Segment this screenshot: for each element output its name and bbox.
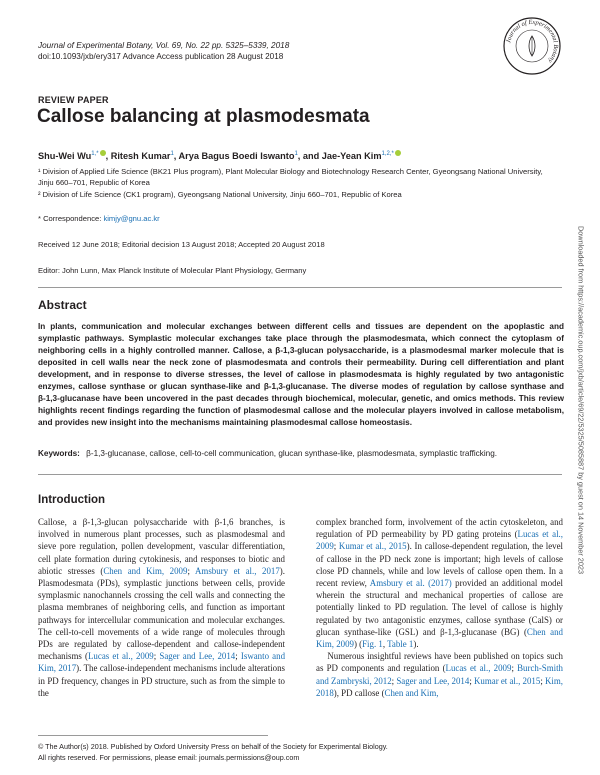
author-name[interactable]: Shu-Wei Wu xyxy=(38,151,92,161)
body-text: ). In callose-dependent regulation, the level of callose in the PD neck zone is important; high levels of callose close PD channels, while and low levels of callose open them. In a recent review, xyxy=(316,541,566,589)
introduction-right-column xyxy=(316,516,566,699)
author-affiliation-marker: 1,2,* xyxy=(381,151,394,157)
journal-logo-icon xyxy=(500,14,564,78)
body-text: Callose, a β-1,3-glucan polysaccharide with β-1,6 branches, is involved in numerous plant processes, such as plasmodesmal and sieve pore regulation, pollen development, vascular differentiation, cell plate formation during cytokinesis, and responses to biotic and abiotic stresses ( xyxy=(38,517,288,576)
body-text: ; xyxy=(540,675,545,686)
reference-link[interactable]: Fig. 1 xyxy=(362,639,383,650)
doi-line: doi:10.1093/jxb/ery317 Advance Access publication 28 August 2018 xyxy=(38,52,284,61)
body-text: ), PD callose ( xyxy=(333,687,385,698)
divider xyxy=(38,287,562,288)
orcid-icon[interactable] xyxy=(395,150,401,156)
author-name[interactable]: Arya Bagus Boedi Iswanto xyxy=(178,151,295,161)
affiliation-1: ¹ Division of Applied Life Science (BK21 Plus program), Plant Molecular Biology and Biotechnology Research Center, Gyeongsang National University, Jinju 660–701, Republic of Korea xyxy=(38,167,543,187)
body-text: ; xyxy=(235,651,241,662)
author-affiliation-marker: 1 xyxy=(294,151,298,157)
reference-link[interactable]: Chen and Kim, 2009 xyxy=(316,626,563,650)
body-text: ; xyxy=(391,675,397,686)
body-text: ). Plasmodesmata (PDs), symplastic junctions between cells, provide symplasmic nanochannels crossing the cell walls and connecting the plasma membranes of neighboring cells, and function as important pathways for intercellular communication and molecular exchanges. The cell-to-cell movements of a wide range of molecules through PDs are regulated by callose-dependent and callose-independent mechanisms ( xyxy=(38,565,288,662)
body-text: ; xyxy=(153,651,160,662)
download-side-note xyxy=(572,185,590,615)
reference-link[interactable]: Amsbury et al. (2017) xyxy=(369,578,452,589)
body-text: complex branched form, involvement of the actin cytoskeleton, and regulation of PD permeability by PD gating proteins ( xyxy=(316,517,566,540)
author-name[interactable]: Ritesh Kumar xyxy=(110,151,171,161)
body-text: ; xyxy=(187,565,195,576)
abstract-text: In plants, communication and molecular exchanges between different cells and tissues are dependent on the apoplastic and symplastic pathways. Symplastic molecular exchanges take place through the plasmodesmata, which connect the cytoplasm of neighboring cells in a highly controlled manner. Callose, a β-1,3-glucan polysaccharide, is a plasmodesmal marker molecule that is deposited in cell walls near the neck zone of plasmodesmata and controls their permeability. During cell differentiation and plant development, and in response to diverse stresses, the level of callose in plasmodesmata is highly regulated by two antagonistic enzymes, callose synthase or glucan synthase-like and β-1,3-glucanase. The diverse modes of regulation by callose synthase and β-1,3-glucanase have been uncovered in the past decades through biochemical, molecular, genetic, and omics methods. This review highlights recent findings regarding the function of plasmodesmal callose and the molecular players involved in callose metabolism, and provides new insight into the mechanisms maintaining plasmodesmal callose homeostasis. xyxy=(38,322,564,428)
editor-line: Editor: John Lunn, Max Planck Institute of Molecular Plant Physiology, Germany xyxy=(38,266,307,275)
reference-link[interactable]: Kumar et al., 2015 xyxy=(338,541,407,552)
svg-text:Journal of Experimental Botany: Journal of Experimental Botany xyxy=(505,18,560,65)
correspondence-label: * Correspondence: xyxy=(38,214,102,223)
body-text: ; xyxy=(333,541,339,552)
body-text: ). Numerous insightful reviews have been published on topics such as PD components and regulation ( xyxy=(316,639,563,674)
author-name[interactable]: Jae-Yean Kim xyxy=(321,151,382,161)
correspondence-email-link[interactable]: kimjy@gnu.ac.kr xyxy=(103,214,160,223)
author-list: Shu-Wei $Wu^{1,*}$ , Ritesh Kumar$^1$, Arya Bagus Boedi Iswanto$^1$, and Jae-Yean Kim$^{1,2,*}$ xyxy=(38,150,401,161)
author-affiliation-marker: 1 xyxy=(170,151,174,157)
affiliation-2: ² Division of Life Science (CK1 program), Gyeongsang National University, Jinju 660–701, Republic of Korea xyxy=(38,190,402,199)
reference-link[interactable]: Lucas et al., 2009 xyxy=(88,651,154,662)
article-title: Callose balancing at plasmodesmata xyxy=(37,106,370,127)
reference-link[interactable]: Kim, 2018 xyxy=(316,675,563,698)
author-affiliation-marker: 1,* xyxy=(91,151,99,157)
keywords xyxy=(38,449,564,458)
keywords-text: β-1,3-glucanase, callose, cell-to-cell communication, glucan synthase-like, plasmodesmata, symplastic trafficking. xyxy=(86,449,498,458)
introduction-heading: Introduction xyxy=(38,494,106,506)
download-note-text: Downloaded from https://academic.oup.com/jxb/article/69/22/5325/5085887 by guest on 14 November 2023 xyxy=(576,225,586,575)
copyright-line: © The Author(s) 2018. Published by Oxford University Press on behalf of the Society for Experimental Biology. xyxy=(38,742,388,751)
reference-link[interactable]: Sager and Lee, 2014 xyxy=(396,675,470,686)
footer-divider xyxy=(38,735,268,736)
keywords-label: Keywords: xyxy=(38,449,80,458)
article-dates: Received 12 June 2018; Editorial decision 13 August 2018; Accepted 20 August 2018 xyxy=(38,240,325,249)
correspondence xyxy=(38,213,558,224)
orcid-icon[interactable] xyxy=(100,150,106,156)
reference-link[interactable]: Chen and Kim, 2009 xyxy=(103,565,188,576)
body-text: ; xyxy=(511,663,518,674)
reference-link[interactable]: Kumar et al., 2015 xyxy=(474,675,541,686)
body-text: provided an additional model wherein the structural and mechanical properties of callose are potentially linked to PD regulation. The level of callose is highly regulated by two antagonistic enzymes, callose synthase (CalS) or glucan synthase-like (GSL) and β-1,3-glucanase (BG) ( xyxy=(316,578,566,637)
divider xyxy=(38,474,562,475)
body-text: ) ( xyxy=(353,639,363,650)
reference-link[interactable]: Chen and Kim, xyxy=(384,687,439,698)
body-text: , xyxy=(382,639,388,650)
reference-link[interactable]: Lucas et al., 2009 xyxy=(445,663,512,674)
reference-link[interactable]: Iswanto and Kim, 2017 xyxy=(38,651,286,674)
reference-link[interactable]: Lucas et al., 2009 xyxy=(316,529,563,552)
introduction-left-column xyxy=(38,516,288,699)
reference-link[interactable]: Table 1 xyxy=(387,639,414,650)
abstract-heading: Abstract xyxy=(38,298,87,312)
reference-link[interactable]: Burch-Smith and Zambryski, 2012 xyxy=(316,663,563,686)
copyright-footer xyxy=(38,741,388,763)
body-text: ; xyxy=(469,675,474,686)
reference-link[interactable]: Amsbury et al., 2017 xyxy=(195,565,280,576)
body-text: ). The callose-independent mechanisms include alterations in PD frequency, changes in PD structure, such as from the simple to the xyxy=(38,663,288,698)
reference-link[interactable]: Sager and Lee, 2014 xyxy=(159,651,236,662)
journal-citation: Journal of Experimental Botany, Vol. 69, No. 22 pp. 5325–5339, 2018 xyxy=(38,41,290,50)
permissions-line: All rights reserved. For permissions, please email: journals.permissions@oup.com xyxy=(38,753,300,762)
journal-header xyxy=(38,40,289,62)
article-type: REVIEW PAPER xyxy=(38,95,109,105)
